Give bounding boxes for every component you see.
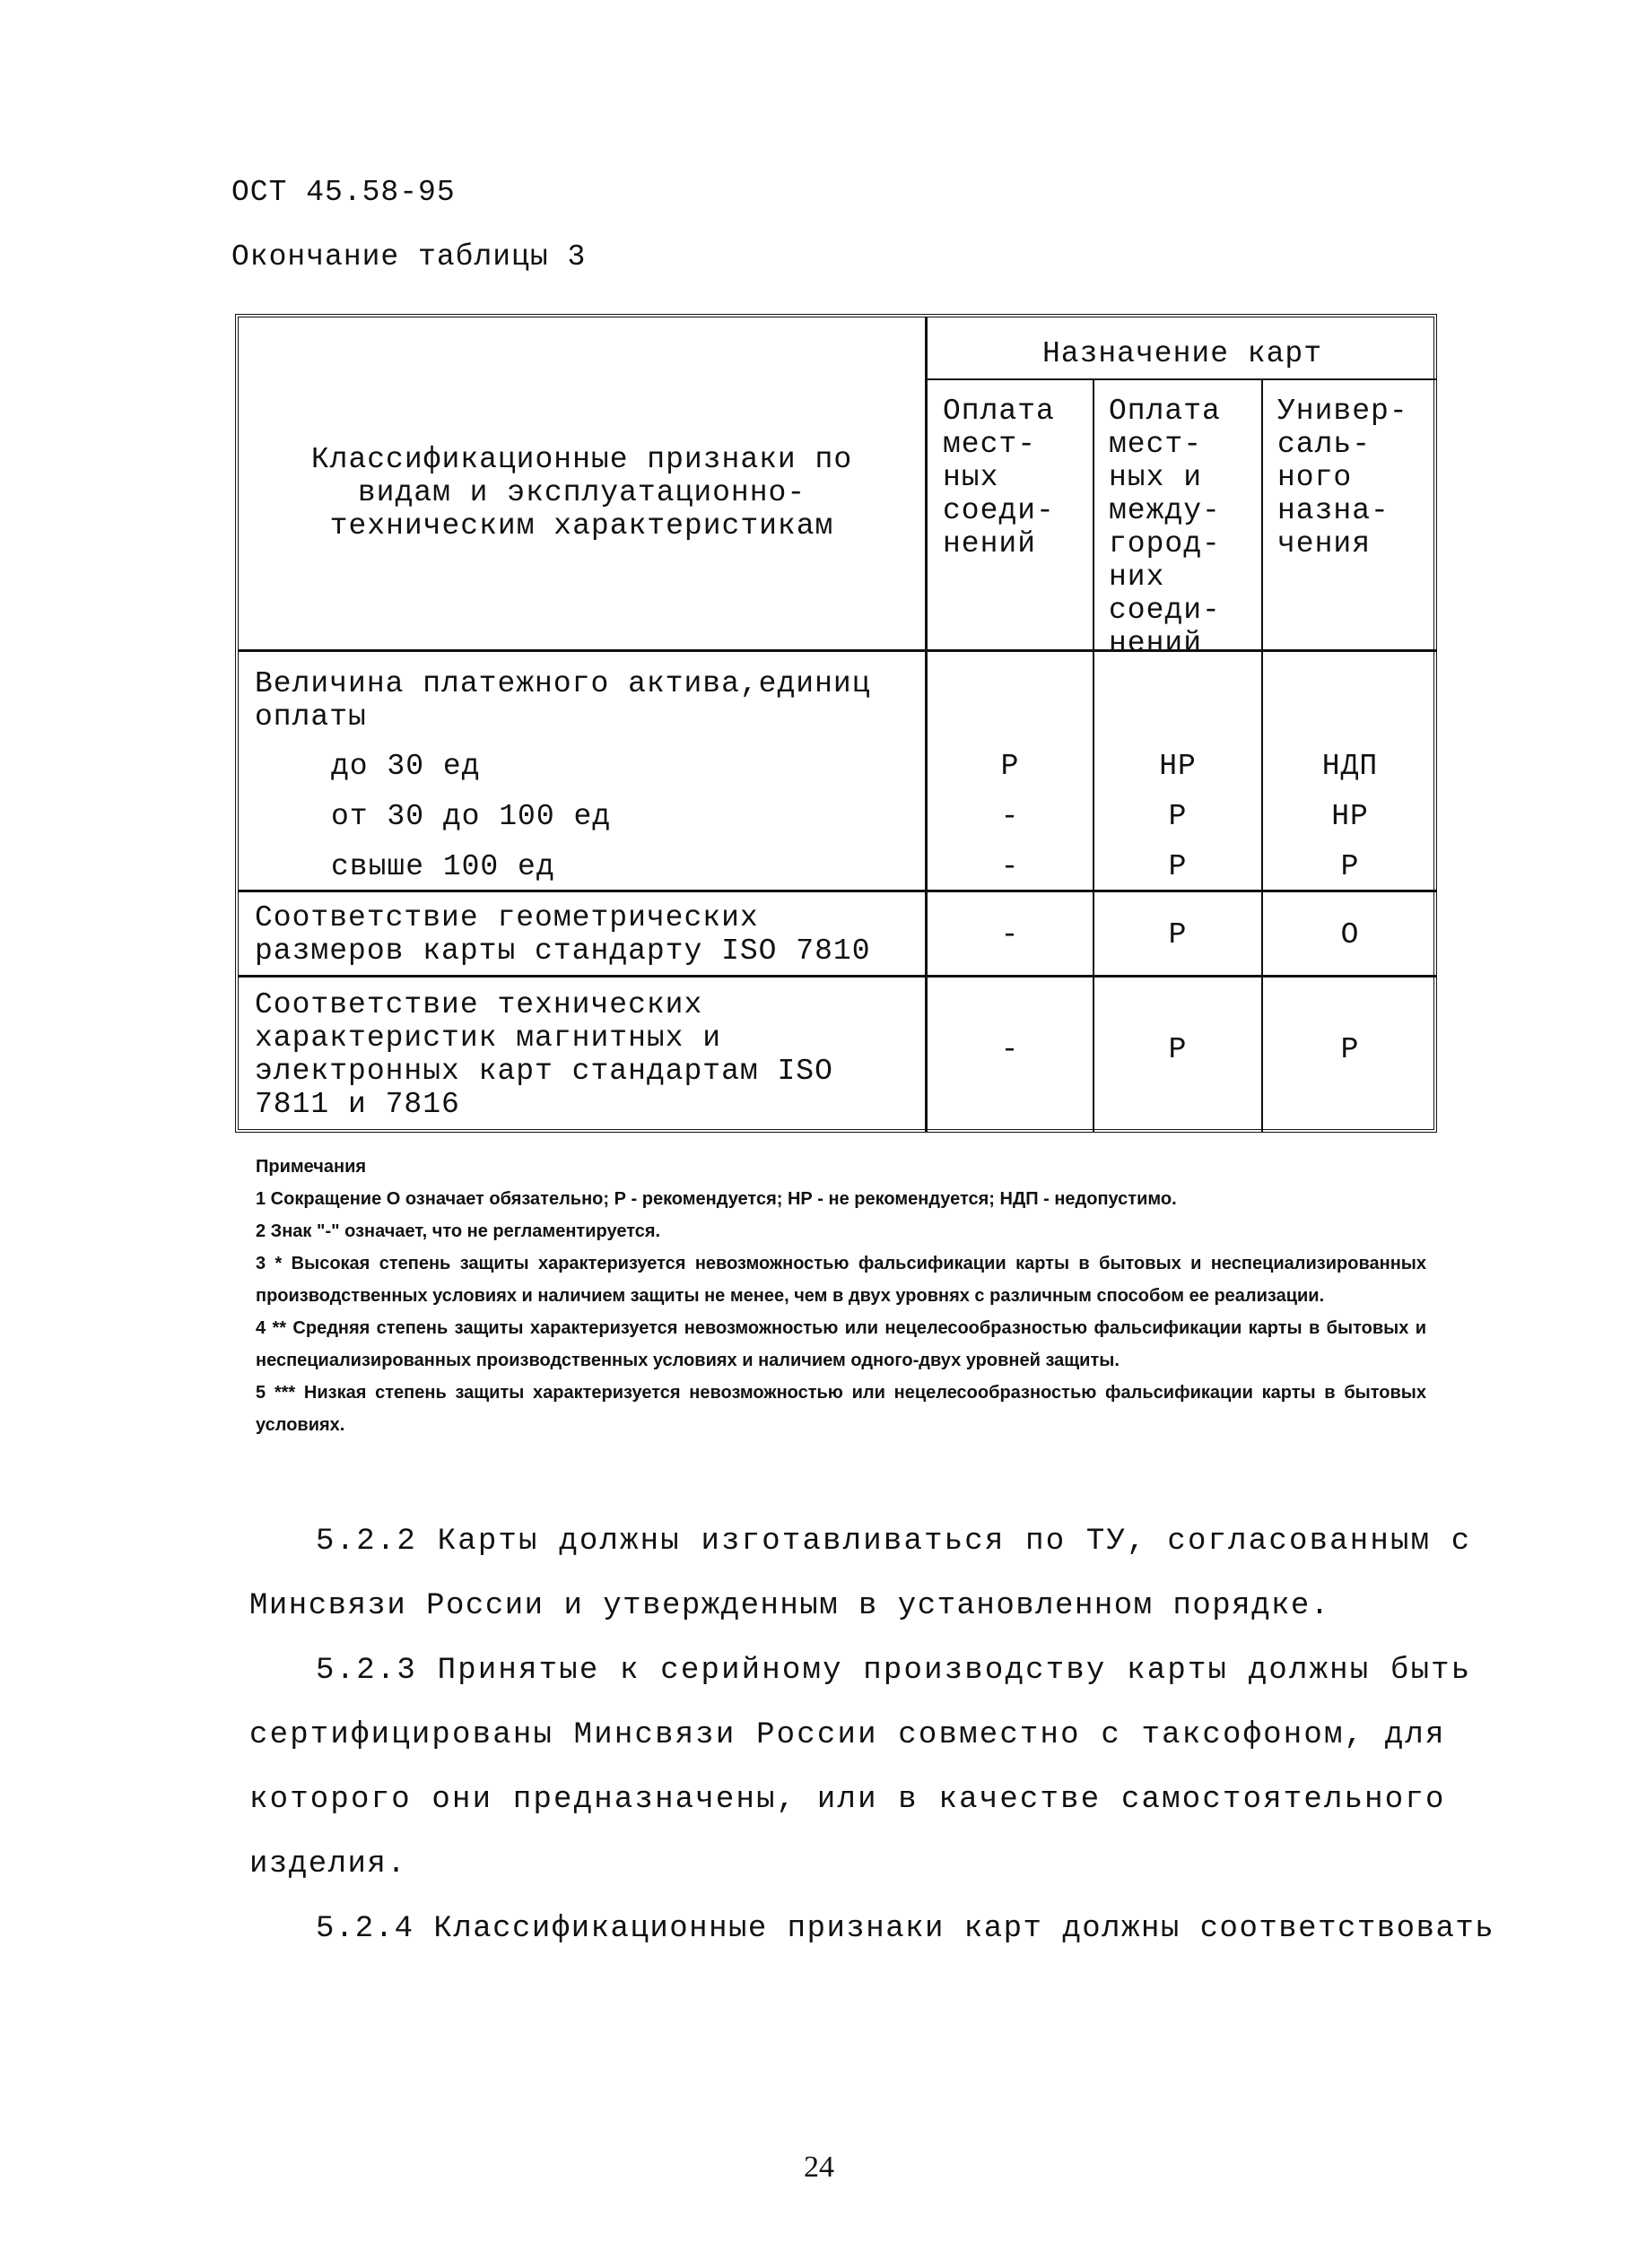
header-classification	[239, 443, 925, 543]
table-cell: Р	[1168, 850, 1188, 883]
table-notes	[256, 1151, 1426, 1441]
note-item: 3 * Высокая степень защиты характеризуется невозможностью фальсификации карты в бытовых и неспециализированных производственных условиях и наличием защиты не менее, чем в двух уровнях с различным способом ее реализации.	[256, 1254, 1426, 1306]
note-item: 5 *** Низкая степень защиты характеризуется невозможностью или нецелесообразностью фальсификации карты в бытовых условиях.	[256, 1383, 1426, 1435]
col-divider-main	[925, 317, 928, 1133]
paragraph-line: Минсвязи России и утвержденным в установленном порядке.	[249, 1589, 1330, 1623]
header-line: видам и эксплуатационно-	[357, 476, 806, 509]
column-header-line: Оплата	[943, 395, 1055, 428]
table-cell: Р	[1168, 1033, 1188, 1066]
table-cell: -	[1000, 918, 1020, 952]
table-cell: Р	[1168, 800, 1188, 833]
note-item: 2 Знак "-" означает, что не регламентируется.	[256, 1221, 661, 1241]
table-cell: НР	[1159, 750, 1197, 783]
column-header-line: Универ-	[1277, 395, 1408, 428]
classification-table	[235, 314, 1437, 1133]
table-caption: Окончание таблицы 3	[231, 240, 587, 274]
note-item: 1 Сокращение О означает обязательно; Р - рекомендуется; НР - не рекомендуется; НДП - недопустимо.	[256, 1189, 1177, 1209]
column-header-line: саль-	[1277, 428, 1372, 461]
row-label: от 30 до 100 ед	[331, 800, 612, 833]
section-payment-value	[255, 667, 919, 734]
section-1-rule	[239, 890, 1437, 892]
section-title-line: размеров карты стандарту ISO 7810	[255, 934, 871, 968]
table-cell: -	[1000, 1033, 1020, 1066]
section-title-line: Соответствие технических	[255, 988, 703, 1021]
paragraph-line: 5.2.2 Карты должны изготавливаться по ТУ, согласованным с	[316, 1525, 1472, 1559]
section-title-line: электронных карт стандартам ISO	[255, 1055, 833, 1088]
paragraph-line: 5.2.4 Классификационные признаки карт должны соответствовать	[316, 1912, 1495, 1946]
table-cell: О	[1340, 918, 1360, 952]
column-header-line: чения	[1277, 527, 1372, 560]
section-title-line: оплаты	[255, 700, 367, 734]
column-header-line: город-	[1109, 527, 1221, 560]
section-title-line: 7811 и 7816	[255, 1088, 460, 1121]
paragraph-line: 5.2.3 Принятые к серийному производству карты должны быть	[316, 1654, 1472, 1688]
header-line: Классификационные признаки по	[310, 443, 853, 476]
column-header-line: ных и	[1109, 461, 1203, 494]
page-number: 24	[804, 2151, 834, 2184]
column-header-line: соеди-	[1109, 594, 1221, 627]
section-technical-characteristics	[255, 988, 919, 1121]
table-cell: Р	[1000, 750, 1020, 783]
group-header-rule	[925, 378, 1437, 380]
row-label: до 30 ед	[331, 750, 481, 783]
column-header-line: нений	[1109, 627, 1203, 660]
column-header-line: Оплата	[1109, 395, 1221, 428]
table-cell: Р	[1340, 850, 1360, 883]
table-cell: -	[1000, 800, 1020, 833]
row-label: свыше 100 ед	[331, 850, 555, 883]
note-item: 4 ** Средняя степень защиты характеризуется невозможностью или нецелесообразностью фальсификации карты в бытовых и неспециализированных производственных условиях и наличием одного-двух уровней защиты.	[256, 1318, 1426, 1370]
column-header-line: нений	[943, 527, 1037, 560]
column-header-line: назна-	[1277, 494, 1390, 527]
header-card-purpose: Назначение карт	[1041, 337, 1323, 370]
table-cell: Р	[1340, 1033, 1360, 1066]
column-header-line: соеди-	[943, 494, 1055, 527]
section-title-line: Соответствие геометрических	[255, 901, 759, 934]
section-2-rule	[239, 975, 1437, 978]
column-header-line: между-	[1109, 494, 1221, 527]
paragraph-line: изделия.	[249, 1847, 407, 1881]
document-code: ОСТ 45.58-95	[231, 176, 456, 209]
column-header-local	[943, 395, 1091, 560]
paragraph-line: сертифицированы Минсвязи России совместно с таксофоном, для	[249, 1718, 1446, 1752]
column-header-intercity	[1109, 395, 1257, 660]
column-header-line: ных	[943, 461, 999, 494]
table-cell: -	[1000, 850, 1020, 883]
section-geometric-size	[255, 901, 919, 968]
paragraph-line: которого они предназначены, или в качестве самостоятельного	[249, 1783, 1446, 1817]
table-cell: НР	[1331, 800, 1369, 833]
column-header-line: них	[1109, 560, 1165, 594]
table-cell: НДП	[1321, 750, 1379, 783]
column-header-line: мест-	[943, 428, 1037, 461]
column-header-universal	[1277, 395, 1434, 560]
header-bottom-rule	[239, 649, 1437, 652]
column-header-line: мест-	[1109, 428, 1203, 461]
table-cell: Р	[1168, 918, 1188, 952]
header-line: техническим характеристикам	[329, 509, 834, 543]
notes-title: Примечания	[256, 1157, 367, 1177]
section-title-line: Величина платежного актива,единиц	[255, 667, 871, 700]
column-header-line: ного	[1277, 461, 1353, 494]
section-title-line: характеристик магнитных и	[255, 1021, 722, 1055]
